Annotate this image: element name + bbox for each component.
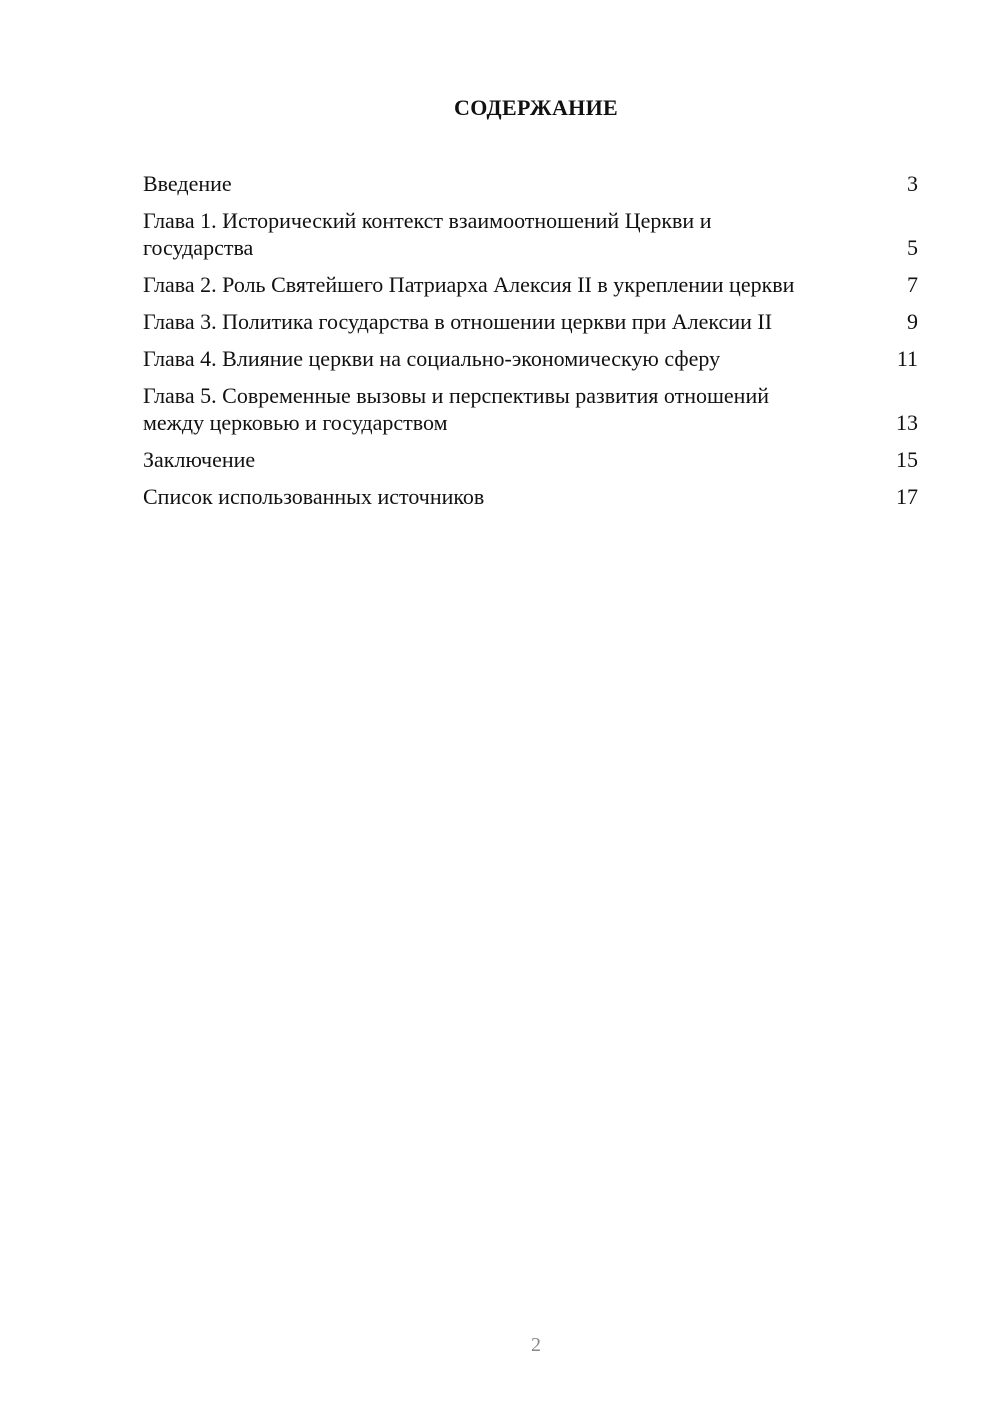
toc-entry-introduction[interactable]	[143, 170, 918, 197]
toc-entry-page: 13	[896, 410, 918, 435]
toc-entry-label: Глава 1. Исторический контекст взаимоотношений Церкви и государства	[143, 208, 712, 260]
toc-entry-conclusion[interactable]	[143, 446, 918, 473]
page-number: 2	[531, 1334, 541, 1356]
toc-entry-label: Глава 2. Роль Святейшего Патриарха Алексия II в укреплении церкви	[143, 272, 795, 297]
toc-entry-page: 17	[896, 484, 918, 509]
toc-entry-chapter-2[interactable]	[143, 271, 918, 298]
page-title: СОДЕРЖАНИЕ	[454, 95, 618, 120]
toc-entry-references[interactable]	[143, 483, 918, 510]
toc-entry-label: Заключение	[143, 447, 256, 472]
toc-entry-page: 5	[907, 235, 918, 260]
toc-entry-label: Введение	[143, 171, 232, 196]
toc-entry-label: Глава 5. Современные вызовы и перспективы развития отношений между церковью и государством	[143, 383, 769, 435]
toc-entry-label: Список использованных источников	[143, 484, 485, 509]
toc-entry-chapter-3[interactable]	[143, 308, 918, 335]
toc-entry-chapter-5[interactable]	[143, 382, 918, 436]
toc-entry-chapter-4[interactable]	[143, 345, 918, 372]
toc-entry-page: 15	[896, 447, 918, 472]
toc-entry-chapter-1[interactable]	[143, 207, 918, 261]
toc-entry-page: 7	[907, 272, 918, 297]
table-of-contents	[143, 170, 918, 520]
toc-entry-label: Глава 4. Влияние церкви на социально-экономическую сферу	[143, 346, 721, 371]
toc-entry-page: 9	[907, 309, 918, 334]
toc-entry-label: Глава 3. Политика государства в отношении церкви при Алексии II	[143, 309, 773, 334]
toc-entry-page: 11	[896, 346, 918, 371]
toc-entry-page: 3	[907, 171, 918, 196]
